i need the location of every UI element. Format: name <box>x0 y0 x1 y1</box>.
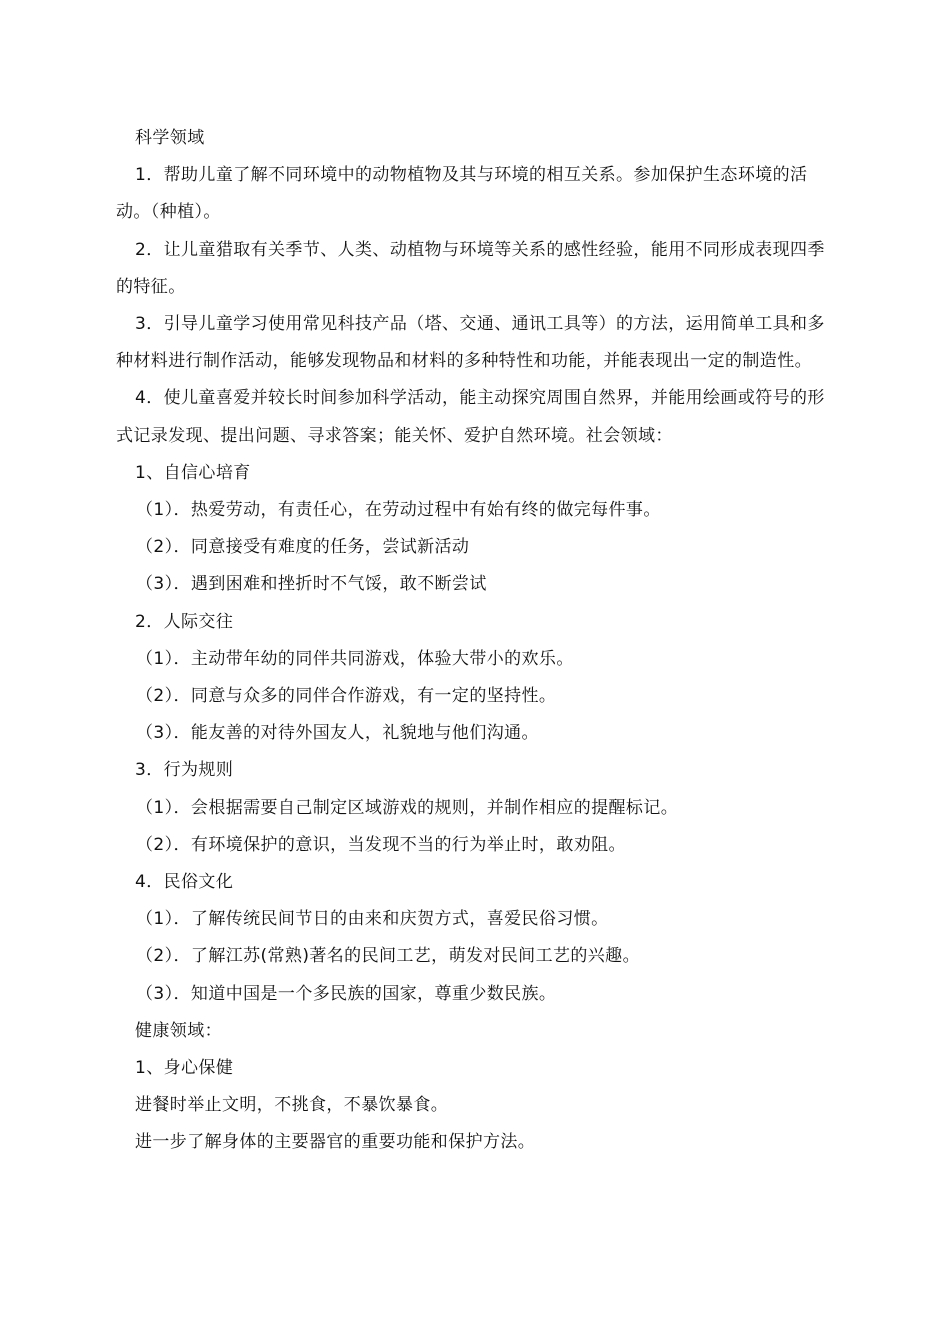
subheading: 1、自信心培育 <box>135 462 251 483</box>
list-item: （1）．会根据需要自己制定区域游戏的规则，并制作相应的提醒标记。 <box>136 797 679 818</box>
list-item: （3）．遇到困难和挫折时不气馁，敢不断尝试 <box>136 574 487 595</box>
paragraph: 3．引导儿童学习使用常见科技产品（塔、交通、通讯工具等）的方法，运用简单工具和多种材料进行制作活动，能够发现物品和材料的多种特性和功能，并能表现出一定的制造性。 <box>116 314 825 372</box>
paragraph: 进餐时举止文明，不挑食，不暴饮暴食。 <box>135 1095 449 1116</box>
subheading: 1、身心保健 <box>135 1058 234 1079</box>
list-item: （3）．能友善的对待外国友人，礼貌地与他们沟通。 <box>136 723 539 744</box>
list-item: （3）．知道中国是一个多民族的国家，尊重少数民族。 <box>136 983 557 1004</box>
list-item: （2）．同意与众多的同伴合作游戏，有一定的坚持性。 <box>136 686 557 707</box>
subheading: 2．人际交往 <box>135 611 234 632</box>
subheading: 3．行为规则 <box>135 760 234 781</box>
section-heading-health: 健康领域： <box>135 1020 222 1041</box>
list-item: （2）．同意接受有难度的任务，尝试新活动 <box>136 537 470 558</box>
paragraph: 1．帮助儿童了解不同环境中的动物植物及其与环境的相互关系。参加保护生态环境的活动。（种植）。 <box>116 165 808 223</box>
paragraph: 进一步了解身体的主要器官的重要功能和保护方法。 <box>135 1132 536 1153</box>
list-item: （1）．了解传统民间节日的由来和庆贺方式，喜爱民俗习惯。 <box>136 909 609 930</box>
list-item: （2）．了解江苏(常熟)著名的民间工艺，萌发对民间工艺的兴趣。 <box>136 946 640 967</box>
list-item: （2）．有环境保护的意识，当发现不当的行为举止时，敢劝阻。 <box>136 834 626 855</box>
list-item: （1）．主动带年幼的同伴共同游戏，体验大带小的欢乐。 <box>136 648 574 669</box>
section-heading-science: 科学领域 <box>135 128 205 148</box>
document-body <box>116 120 840 1162</box>
paragraph: 4．使儿童喜爱并较长时间参加科学活动，能主动探究周围自然界，并能用绘画或符号的形式记录发现、提出问题、寻求答案；能关怀、爱护自然环境。社会领域： <box>116 388 825 446</box>
subheading: 4．民俗文化 <box>135 872 234 893</box>
list-item: （1）．热爱劳动，有责任心，在劳动过程中有始有终的做完每件事。 <box>136 500 661 521</box>
paragraph: 2．让儿童猎取有关季节、人类、动植物与环境等关系的感性经验，能用不同形成表现四季的特征。 <box>116 239 825 297</box>
